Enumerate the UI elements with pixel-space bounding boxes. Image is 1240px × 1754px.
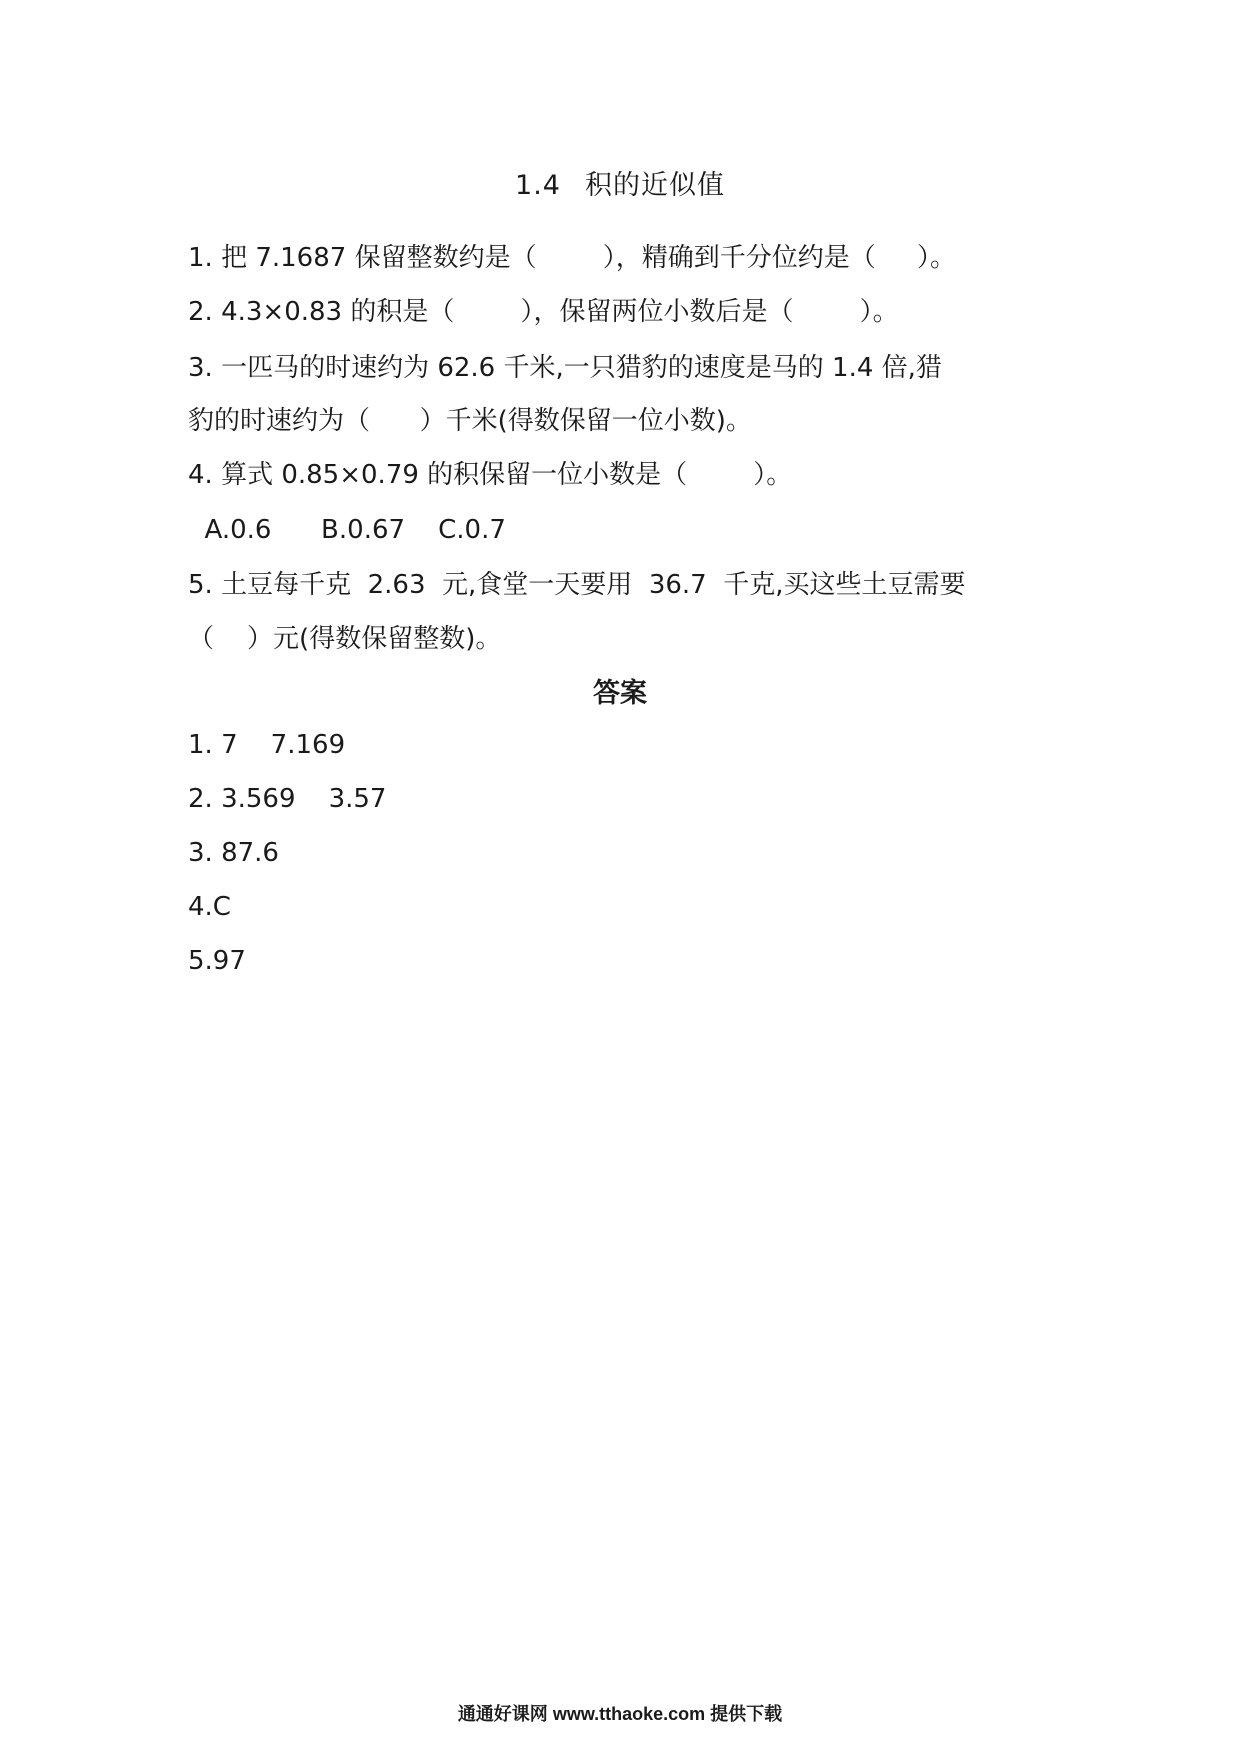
footer-credit: 通通好课网 www.tthaoke.com 提供下载 xyxy=(457,1704,783,1724)
question-3-line-2: 豹的时速约为（ ）千米(得数保留一位小数)。 xyxy=(188,406,752,436)
answer-heading: 答案 xyxy=(593,678,647,709)
section-number: 1.4 xyxy=(515,170,561,201)
question-3-line-1: 3. 一匹马的时速约为 62.6 千米,一只猎豹的速度是马的 1.4 倍,猎 xyxy=(188,353,942,383)
section-title: 积的近似值 xyxy=(584,170,725,201)
page-title xyxy=(0,163,1240,202)
answer-3: 3. 87.6 xyxy=(188,838,279,868)
answer-1: 1. 7 7.169 xyxy=(188,730,346,760)
answer-5: 5.97 xyxy=(188,946,246,976)
question-1: 1. 把 7.1687 保留整数约是（ ），精确到千分位约是（ ）。 xyxy=(188,243,957,273)
question-4-options: A.0.6 B.0.67 C.0.7 xyxy=(188,515,506,545)
answer-2: 2. 3.569 3.57 xyxy=(188,784,387,814)
question-2: 2. 4.3×0.83 的积是（ ），保留两位小数后是（ ）。 xyxy=(188,297,899,327)
question-4: 4. 算式 0.85×0.79 的积保留一位小数是（ ）。 xyxy=(188,460,793,490)
question-5-line-1: 5. 土豆每千克 2.63 元,食堂一天要用 36.7 千克,买这些土豆需要 xyxy=(188,570,966,600)
answer-4: 4.C xyxy=(188,892,231,922)
question-5-line-2: （ ）元(得数保留整数)。 xyxy=(188,624,502,654)
